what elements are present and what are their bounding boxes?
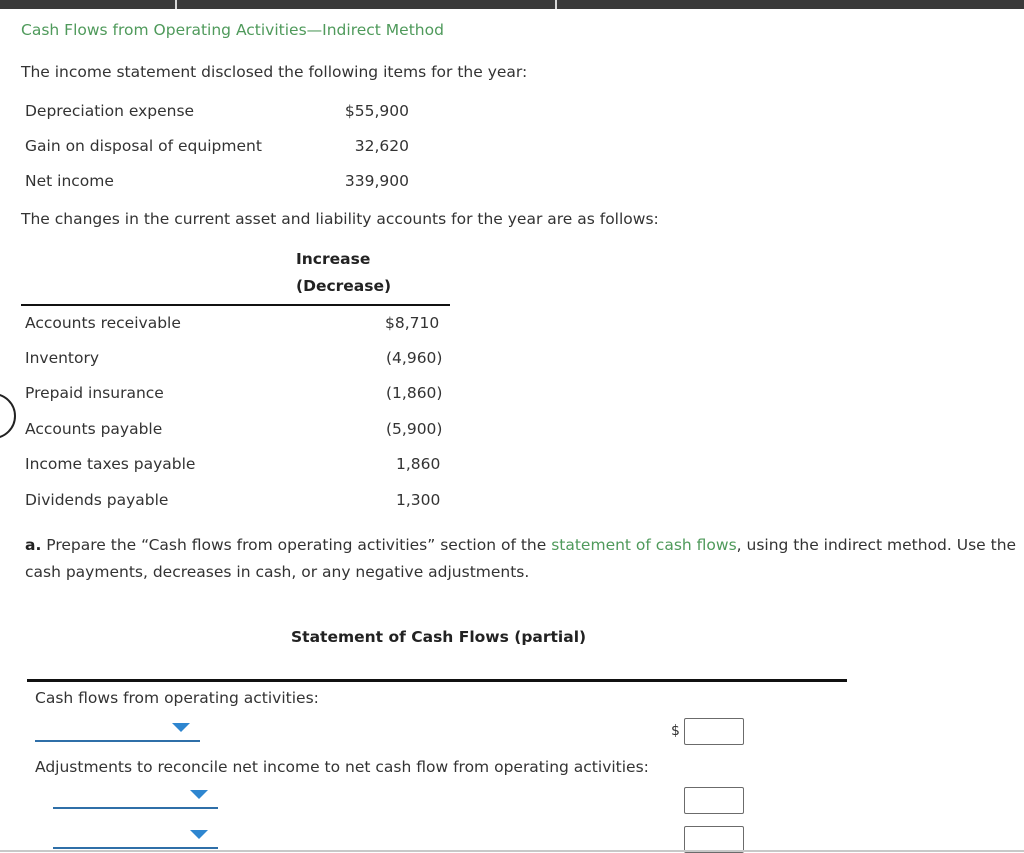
income-item-value: $55,900: [344, 102, 409, 120]
operating-activities-label: Cash flows from operating activities:: [35, 689, 319, 707]
question-part-label: a.: [25, 536, 42, 554]
adjustment-amount-input[interactable]: [684, 787, 744, 814]
statement-title: Statement of Cash Flows (partial): [291, 628, 587, 646]
statement-rule: [27, 679, 847, 682]
intro-text: The income statement disclosed the following items for the year:: [21, 63, 528, 81]
adjustments-label: Adjustments to reconcile net income to net cash flow from operating activities:: [35, 758, 649, 776]
changes-row-label: Accounts receivable: [25, 314, 181, 332]
income-item-label: Net income: [25, 172, 114, 190]
question-text-before: Prepare the “Cash flows from operating activities” section of the: [41, 536, 552, 554]
chevron-down-icon: [172, 723, 190, 732]
changes-table-rule: [21, 304, 450, 306]
changes-row-value: (1,860): [386, 384, 443, 402]
page-title: Cash Flows from Operating Activities—Indirect Method: [21, 21, 444, 39]
question-text-line2: cash payments, decreases in cash, or any negative adjustments.: [25, 563, 530, 581]
adjustment-dropdown[interactable]: [53, 785, 218, 809]
chevron-down-icon: [190, 830, 208, 839]
income-item-label: Gain on disposal of equipment: [25, 137, 262, 155]
top-bar-divider: [555, 0, 557, 9]
question-text: [25, 536, 1024, 554]
changes-row-value: 1,860: [396, 455, 441, 473]
changes-header-line2: (Decrease): [296, 277, 392, 295]
changes-row-value: (4,960): [386, 349, 443, 367]
adjustment-dropdown[interactable]: [53, 825, 218, 849]
changes-row-label: Income taxes payable: [25, 455, 196, 473]
changes-row-value: $8,710: [385, 314, 440, 332]
changes-row-label: Inventory: [25, 349, 100, 367]
adjustment-amount-input[interactable]: [684, 826, 744, 853]
dollar-sign: $: [671, 723, 680, 739]
changes-intro-text: The changes in the current asset and liability accounts for the year are as follows:: [21, 210, 659, 228]
income-item-value: 339,900: [344, 172, 409, 190]
top-bar: [0, 0, 1024, 9]
changes-row-label: Prepaid insurance: [25, 384, 164, 402]
income-item-label: Depreciation expense: [25, 102, 195, 120]
chevron-down-icon: [190, 790, 208, 799]
top-bar-divider: [175, 0, 177, 9]
changes-header-line1: Increase: [296, 250, 371, 268]
statement-of-cash-flows-link[interactable]: statement of cash flows: [551, 536, 737, 554]
changes-row-value: (5,900): [386, 420, 443, 438]
net-income-dropdown[interactable]: [35, 718, 200, 742]
changes-row-value: 1,300: [396, 491, 441, 509]
changes-row-label: Accounts payable: [25, 420, 163, 438]
net-income-amount-input[interactable]: [684, 718, 744, 745]
income-item-value: 32,620: [354, 137, 409, 155]
changes-row-label: Dividends payable: [25, 491, 169, 509]
margin-marker: [0, 393, 16, 439]
question-text-after: , using the indirect method. Use the: [736, 536, 1017, 554]
